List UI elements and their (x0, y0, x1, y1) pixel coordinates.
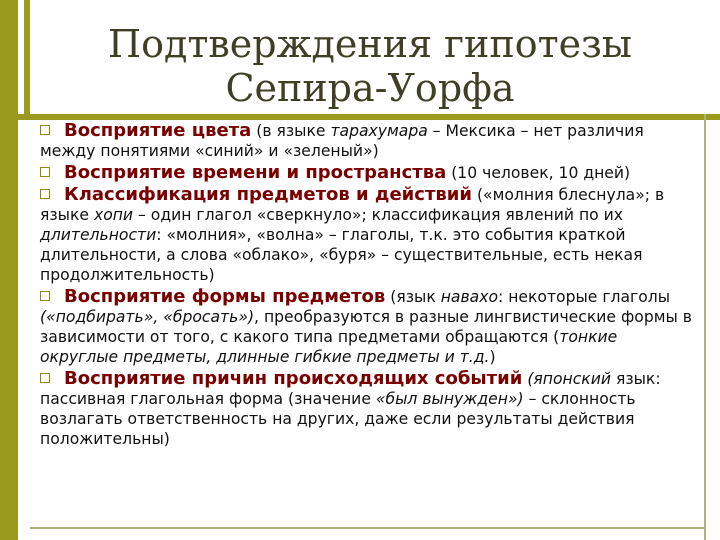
decorative-right-border (704, 114, 706, 540)
item-heading: Восприятие цвета (64, 120, 252, 141)
item-text-italic: (японский (527, 370, 611, 388)
title-line-1: Подтверждения гипотезы (107, 22, 633, 66)
item-text: (в языке (251, 122, 331, 140)
square-bullet-icon (40, 291, 50, 301)
item-text-italic: хопи (93, 206, 134, 224)
item-text-italic: тонкие округлые предметы, длинные гибкие предметы и т.д. (40, 328, 618, 366)
item-text: – один глагол «сверкнуло»; классификация явлений по их (133, 206, 624, 224)
item-text: : «молния», «волна» – глаголы, т.к. это события краткой длительности, а слова «облако», «буря» – существительные, есть некая продолжительность) (40, 226, 643, 284)
square-bullet-icon (40, 373, 50, 383)
item-text: – Мексика – нет различия между понятиями «синий» и «зеленый») (40, 122, 644, 160)
slide-title (60, 22, 680, 110)
item-text: , преобразуются в разные лингвистические формы в зависимости от того, с какого типа предметами обращаются ( (40, 308, 692, 346)
title-line-2: Сепира-Уорфа (225, 66, 515, 110)
decorative-left-bar (0, 0, 18, 540)
item-heading: Восприятие времени и пространства (64, 162, 447, 183)
item-heading: Восприятие формы предметов (64, 286, 386, 307)
item-text-italic: навахо (440, 288, 498, 306)
list-item-color-perception (40, 121, 696, 161)
item-heading: Восприятие причин происходящих событий (64, 368, 523, 389)
item-text: («молния блеснула»; в языке (40, 186, 665, 224)
square-bullet-icon (40, 125, 50, 135)
list-item-causality-perception (40, 369, 696, 449)
item-text-italic: («подбирать», «бросать») (40, 308, 255, 326)
item-text: (10 человек, 10 дней) (446, 164, 631, 182)
item-text: язык: пассивная глагольная форма (значение (40, 370, 661, 408)
list-item-shape-perception (40, 287, 696, 367)
item-heading: Классификация предметов и действий (64, 184, 473, 205)
square-bullet-icon (40, 189, 50, 199)
item-text: : некоторые глаголы (498, 288, 671, 306)
item-text-italic: «был вынужден») (375, 390, 524, 408)
bullet-list (40, 121, 696, 451)
item-text-italic: длительности (40, 226, 157, 244)
decorative-bottom-border (30, 527, 706, 529)
item-text: (язык (385, 288, 441, 306)
decorative-left-bar-inner (24, 0, 30, 120)
item-text-italic: тарахумара (330, 122, 428, 140)
square-bullet-icon (40, 167, 50, 177)
list-item-classification (40, 185, 696, 285)
list-item-time-space-perception (40, 163, 696, 183)
item-text: – склонность возлагать ответственность на других, даже если результаты действия положительны) (40, 390, 636, 448)
item-text: ) (489, 348, 496, 366)
